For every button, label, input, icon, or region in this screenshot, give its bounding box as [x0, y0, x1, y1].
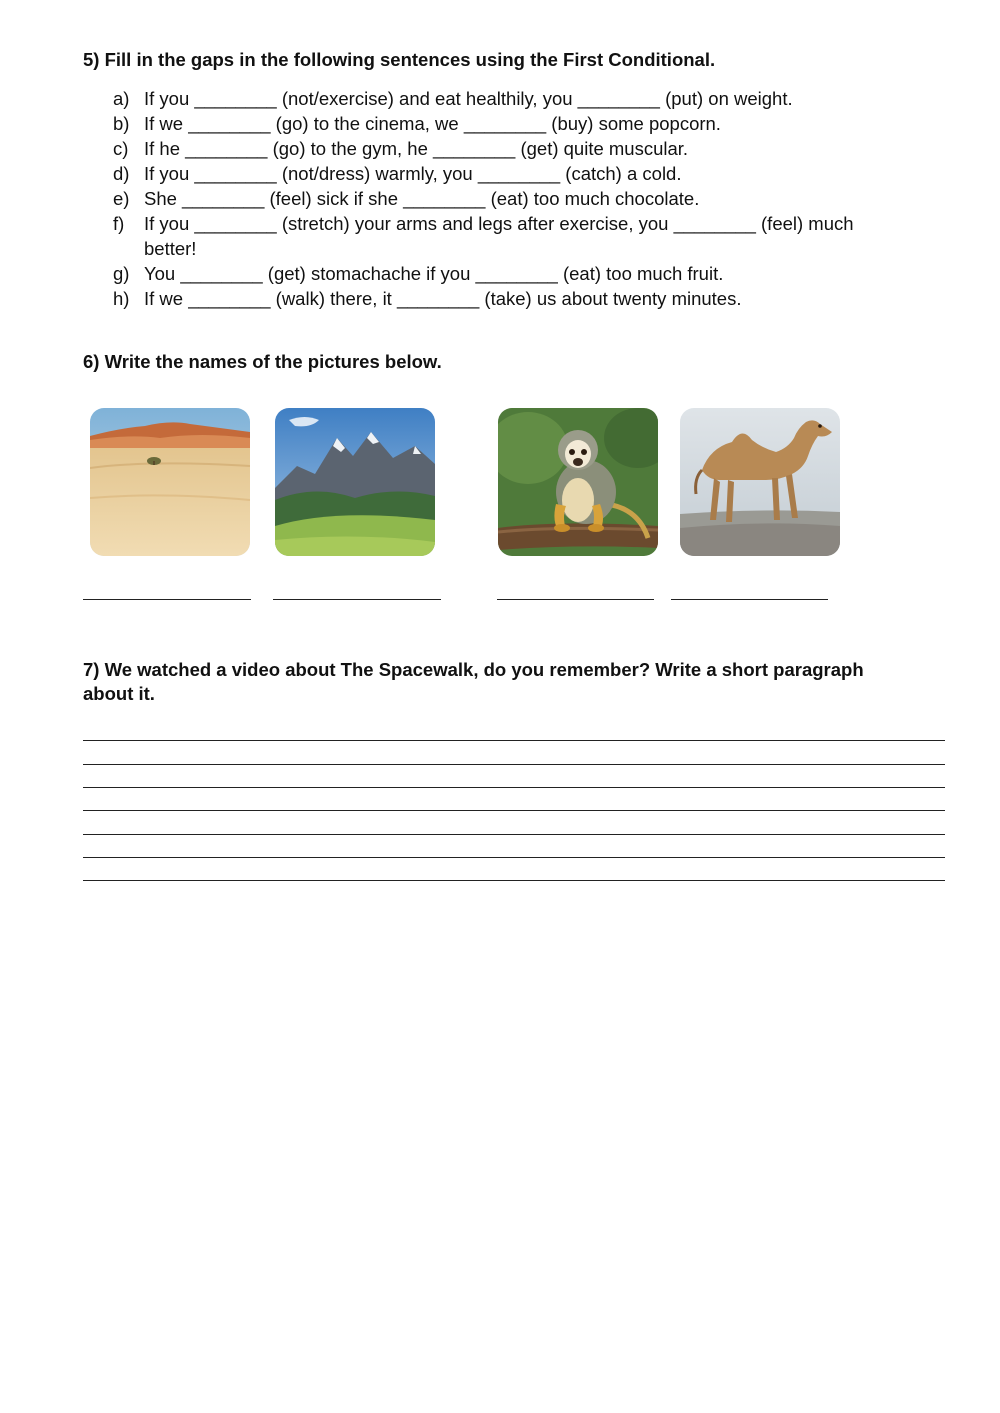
answer-line[interactable] [273, 599, 441, 600]
question-7-title: 7) We watched a video about The Spacewalk, do you remember? Write a short paragraph about it. [83, 659, 864, 704]
item-text: If you ________ (not/exercise) and eat healthily, you ________ (put) on weight. [144, 88, 793, 109]
item-label: c) [113, 138, 129, 159]
writing-line[interactable] [83, 857, 945, 858]
item-text: If we ________ (walk) there, it ________ (take) us about twenty minutes. [144, 288, 742, 309]
sentence-item [113, 186, 893, 211]
question-6-title: 6) Write the names of the pictures below. [83, 351, 442, 372]
item-text: You ________ (get) stomachache if you ________ (eat) too much fruit. [144, 263, 724, 284]
item-label: g) [113, 263, 130, 284]
writing-line[interactable] [83, 787, 945, 788]
writing-line[interactable] [83, 880, 945, 881]
writing-line[interactable] [83, 810, 945, 811]
item-label: a) [113, 88, 130, 109]
item-label: b) [113, 113, 130, 134]
sentence-item [113, 261, 893, 286]
sentence-item [113, 86, 893, 111]
sentence-item [113, 111, 893, 136]
camel-photo [680, 408, 840, 556]
answer-line[interactable] [497, 599, 654, 600]
item-label: e) [113, 188, 130, 209]
writing-line[interactable] [83, 834, 945, 835]
mountains-photo [275, 408, 435, 556]
item-text: If he ________ (go) to the gym, he ________ (get) quite muscular. [144, 138, 689, 159]
item-text: She ________ (feel) sick if she ________ (eat) too much chocolate. [144, 188, 700, 209]
item-text: If you ________ (not/dress) warmly, you ________ (catch) a cold. [144, 163, 682, 184]
question-5-title: 5) Fill in the gaps in the following sentences using the First Conditional. [83, 49, 716, 70]
item-text: If you ________ (stretch) your arms and legs after exercise, you ________ (feel) much better! [144, 213, 854, 259]
monkey-photo [498, 408, 658, 556]
desert-photo [90, 408, 250, 556]
item-label: f) [113, 213, 125, 234]
item-label: h) [113, 288, 130, 309]
sentence-item [113, 211, 893, 261]
sentence-list [113, 86, 893, 311]
sentence-item [113, 136, 893, 161]
answer-line[interactable] [83, 599, 251, 600]
sentence-item [113, 161, 893, 186]
sentence-item [113, 286, 893, 311]
writing-line[interactable] [83, 764, 945, 765]
item-label: d) [113, 163, 130, 184]
answer-line[interactable] [671, 599, 828, 600]
item-text: If we ________ (go) to the cinema, we ________ (buy) some popcorn. [144, 113, 721, 134]
writing-line[interactable] [83, 740, 945, 741]
